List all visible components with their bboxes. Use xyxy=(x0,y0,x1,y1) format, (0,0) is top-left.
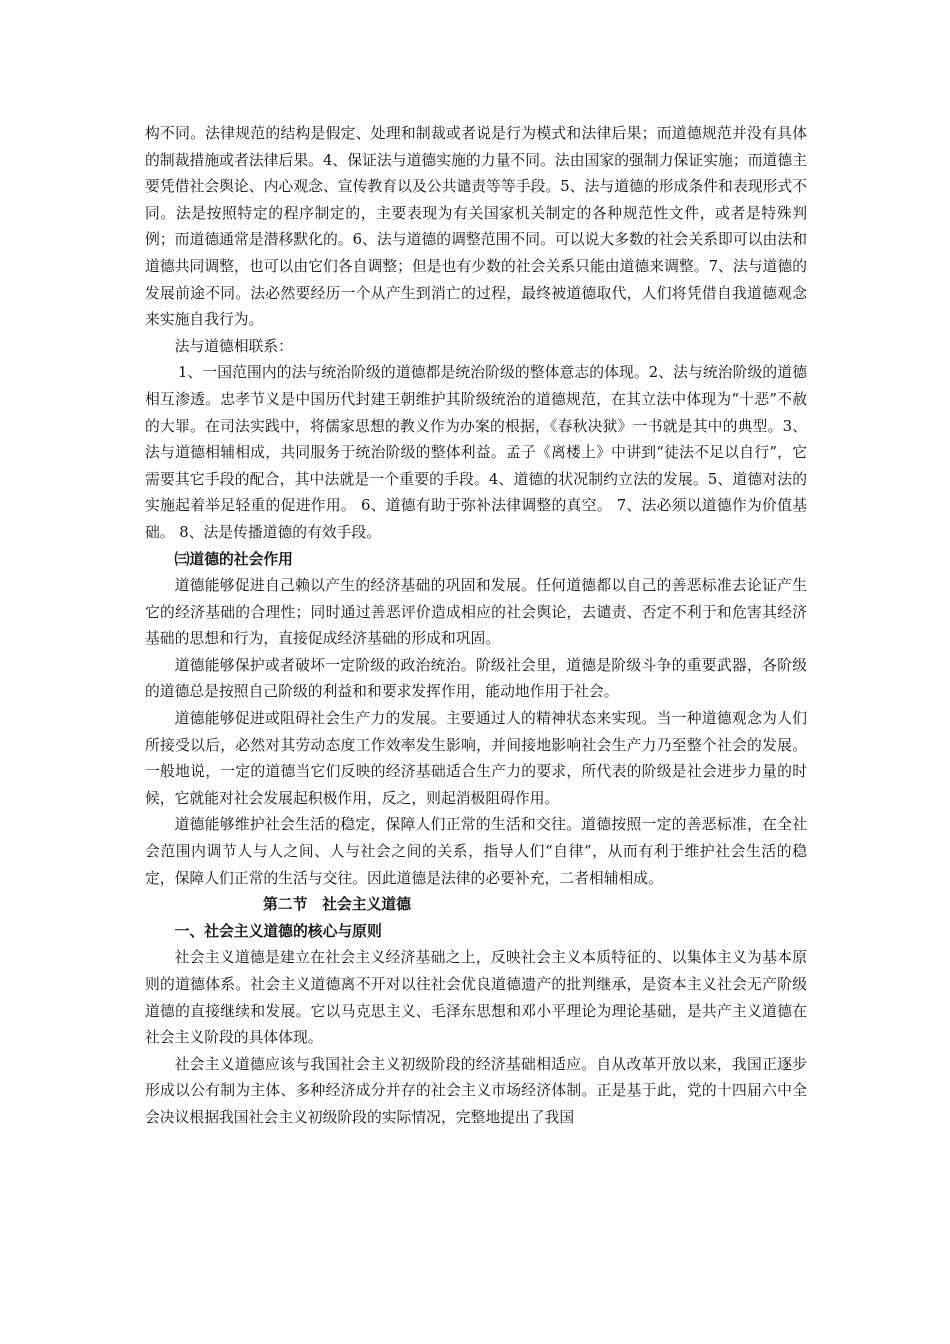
paragraph-primary-stage: 社会主义道德应该与我国社会主义初级阶段的经济基础相适应。自从改革开放以来，我国正逐步形成以公有制为主体、多种经济成分并存的社会主义市场经济体制。正是基于此，党的十四届六中全会决议根据我国社会主义初级阶段的实际情况，完整地提出了我国 xyxy=(145,1055,807,1126)
section-title: 第二节 社会主义道德 xyxy=(263,896,411,914)
subheading-social-role-of-morality: ㈢道德的社会作用 xyxy=(174,550,293,568)
paragraph-social-stability: 道德能够维护社会生活的稳定，保障人们正常的生活和交往。道德按照一定的善恶标准，在全社会范围内调节人与人之间、人与社会之间的关系，指导人们“自律”，从而有利于维护社会生活的稳定，保障人们正常的生活与交往。因此道德是法律的必要补充，二者相辅相成。 xyxy=(145,816,807,887)
paragraph-law-moral-connections: 1、一国范围内的法与统治阶级的道德都是统治阶级的整体意志的体现。2、法与统治阶级的道德相互渗透。忠孝节义是中国历代封建王朝维护其阶级统治的道德规范，在其立法中体现为“十恶”不赦的大罪。在司法实践中，将儒家思想的教义作为办案的根据，《春秋决狱》一书就是其中的典型。3、法与道德相辅相成，共同服务于统治阶级的整体利益。孟子《离楼上》中讲到“徒法不足以自行”，它需要其它手段的配合，其中法就是一个重要的手段。4、道德的状况制约立法的发展。5、道德对法的实施起着举足轻重的促进作用。 6、道德有助于弥补法律调整的真空。 7、法必须以道德作为价值基础。 8、法是传播道德的有效手段。 xyxy=(145,364,807,541)
paragraph-political-rule: 道德能够保护或者破坏一定阶级的政治统治。阶级社会里，道德是阶级斗争的重要武器，各阶级的道德总是按照自己阶级的利益和和要求发挥作用，能动地作用于社会。 xyxy=(145,656,807,701)
paragraph-economic-base: 道德能够促进自己赖以产生的经济基础的巩固和发展。任何道德都以自己的善恶标准去论证产生它的经济基础的合理性；同时通过善恶评价造成相应的社会舆论，去谴责、否定不利于和危害其经济基础的思想和行为，直接促成经济基础的形成和巩固。 xyxy=(145,577,807,648)
paragraph-law-moral-connection-label: 法与道德相联系： xyxy=(174,337,293,355)
heading-core-and-principles: 一、社会主义道德的核心与原则 xyxy=(174,922,382,940)
paragraph-law-moral-differences: 构不同。法律规范的结构是假定、处理和制裁或者说是行为模式和法律后果；而道德规范并没有具体的制裁措施或者法律后果。4、保证法与道德实施的力量不同。法由国家的强制力保证实施；而道德主要凭借社会舆论、内心观念、宣传教育以及公共谴责等等手段。5、法与道德的形成条件和表现形式不同。法是按照特定的程序制定的，主要表现为有关国家机关制定的各种规范性文件，或者是特殊判例；而道德通常是潜移默化的。6、法与道德的调整范围不同。可以说大多数的社会关系即可以由法和道德共同调整，也可以由它们各自调整；但是也有少数的社会关系只能由道德来调整。7、法与道德的发展前途不同。法必然要经历一个从产生到消亡的过程，最终被道德取代，人们将凭借自我道德观念来实施自我行为。 xyxy=(145,125,807,329)
paragraph-productivity: 道德能够促进或阻碍社会生产力的发展。主要通过人的精神状态来实现。当一种道德观念为人们所接受以后，必然对其劳动态度工作效率发生影响，并间接地影响社会生产力乃至整个社会的发展。一般地说，一定的道德当它们反映的经济基础适合生产力的要求，所代表的阶级是社会进步力量的时候，它就能对社会发展起积极作用，反之，则起消极阻碍作用。 xyxy=(145,710,807,807)
paragraph-socialist-morality-definition: 社会主义道德是建立在社会主义经济基础之上，反映社会主义本质特征的、以集体主义为基本原则的道德体系。社会主义道德离不开对以往社会优良道德遗产的批判继承，是资本主义社会无产阶级道德的直接继续和发展。它以马克思主义、毛泽东思想和邓小平理论为理论基础，是共产主义道德在社会主义阶段的具体体现。 xyxy=(145,949,807,1047)
